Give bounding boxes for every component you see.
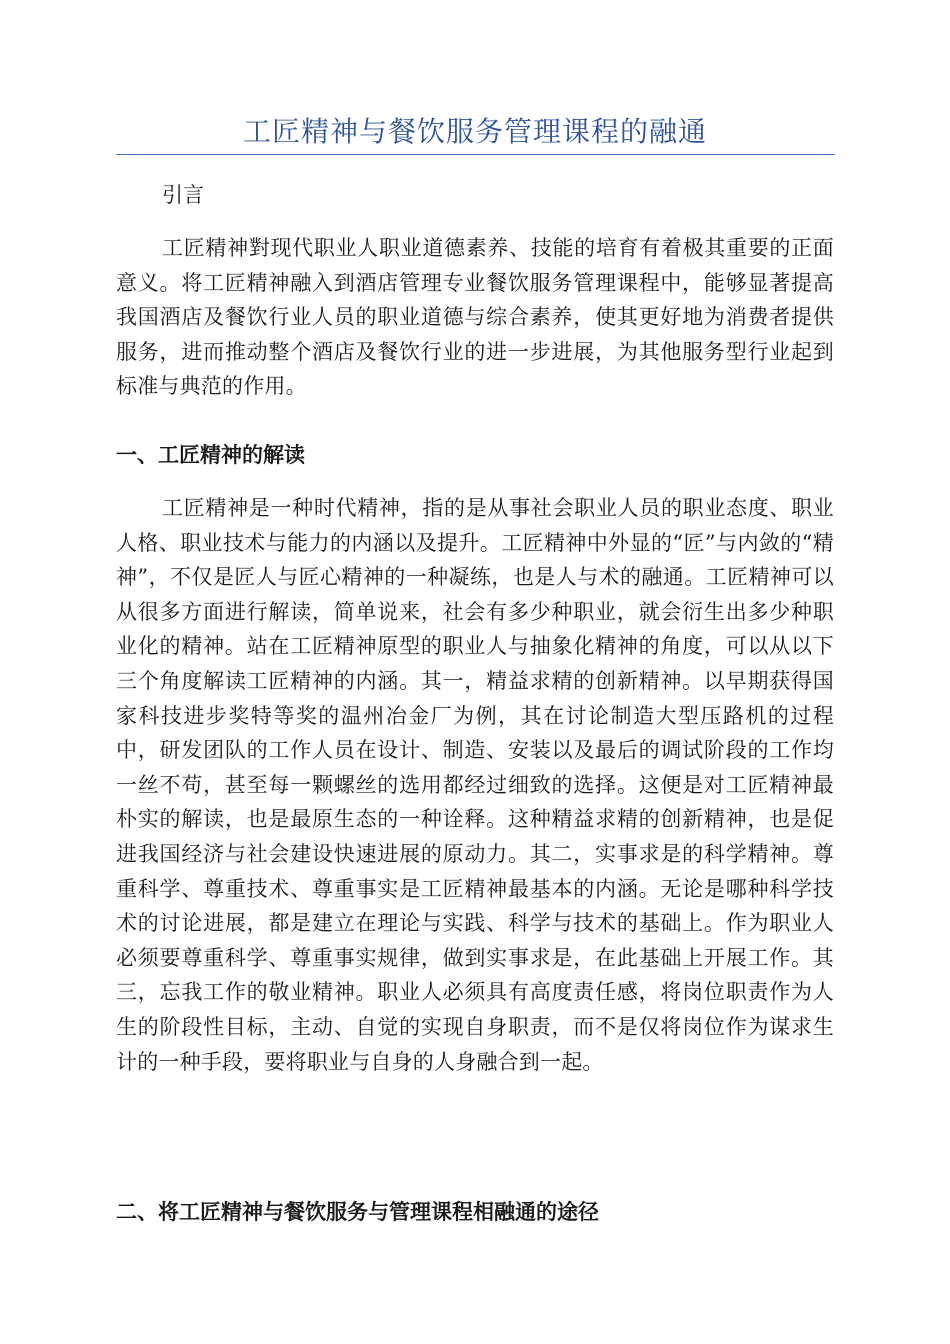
- document-title: 工匠精神与餐饮服务管理课程的融通: [242, 115, 707, 148]
- intro-paragraph: 工匠精神對现代职业人职业道德素养、技能的培育有着极其重要的正面意义。将工匠精神融入到酒店管理专业餐饮服务管理课程中，能够显著提高我国酒店及餐饮行业人员的职业道德与综合素养，使其更好地为消费者提供服务，进而推动整个酒店及餐饮行业的进一步进展，为其他服务型行业起到标准与典范的作用。: [116, 236, 834, 399]
- section-heading-2: 二、将工匠精神与餐饮服务与管理课程相融通的途径: [116, 1200, 599, 1224]
- title-underline: [116, 154, 835, 155]
- section-heading-1: 一、工匠精神的解读: [116, 443, 305, 467]
- intro-label: 引言: [162, 183, 204, 207]
- section-1-paragraph: 工匠精神是一种时代精神，指的是从事社会职业人员的职业态度、职业人格、职业技术与能力的内涵以及提升。工匠精神中外显的“匠”与内敛的“精神”，不仅是匠人与匠心精神的一种凝练，也是人与术的融通。工匠精神可以从很多方面进行解读，简单说来，社会有多少种职业，就会衍生出多少种职业化的精神。站在工匠精神原型的职业人与抽象化精神的角度，可以从以下三个角度解读工匠精神的内涵。其一，精益求精的创新精神。以早期获得国家科技进步奖特等奖的温州冶金厂为例，其在讨论制造大型压路机的过程中，研发团队的工作人员在设计、制造、安装以及最后的调试阶段的工作均一丝不苟，甚至每一颗螺丝的选用都经过细致的选择。这便是对工匠精神最朴实的解读，也是最原生态的一种诠释。这种精益求精的创新精神，也是促进我国经济与社会建设快速进展的原动力。其二，实事求是的科学精神。尊重科学、尊重技术、尊重事实是工匠精神最基本的内涵。无论是哪种科学技术的讨论进展，都是建立在理论与实践、科学与技术的基础上。作为职业人必须要尊重科学、尊重事实规律，做到实事求是，在此基础上开展工作。其三，忘我工作的敬业精神。职业人必须具有高度责任感，将岗位职责作为人生的阶段性目标，主动、自觉的实现自身职责，而不是仅将岗位作为谋求生计的一种手段，要将职业与自身的人身融合到一起。: [116, 496, 834, 1074]
